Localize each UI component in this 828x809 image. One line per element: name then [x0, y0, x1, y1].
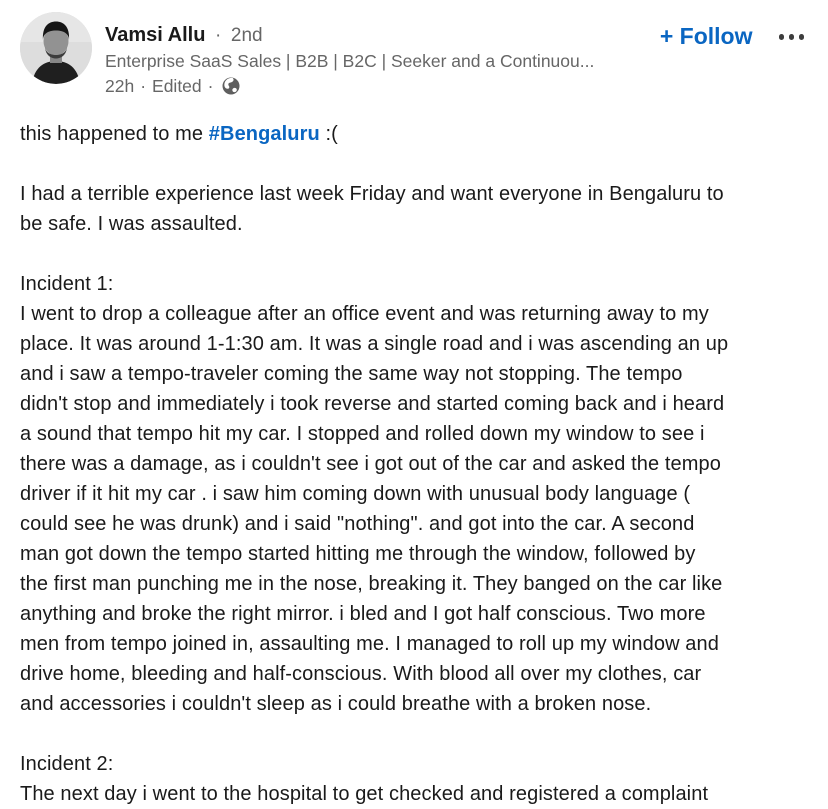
ellipsis-icon — [799, 34, 805, 40]
post-timestamp: 22h — [105, 76, 135, 96]
post-line: The next day i went to the hospital to get checked and registered a complaint — [20, 783, 709, 805]
post-line: anything and broke the right mirror. i bled and I got half conscious. Two more — [20, 603, 706, 625]
globe-icon — [221, 76, 241, 96]
post-line: I went to drop a colleague after an office event and was returning away to my — [20, 303, 709, 325]
post-line: and i saw a tempo-traveler coming the same way not stopping. The tempo — [20, 363, 683, 385]
overflow-menu-button[interactable] — [779, 20, 805, 40]
post-line: men from tempo joined in, assaulting me. I managed to roll up my window and — [20, 633, 719, 655]
ellipsis-icon — [789, 34, 795, 40]
post-header — [0, 0, 828, 98]
post-line: place. It was around 1-1:30 am. It was a single road and i was ascending an up — [20, 333, 729, 355]
first-line-prefix: this happened to me — [20, 123, 209, 145]
connection-degree: 2nd — [230, 25, 263, 46]
edited-label: Edited — [152, 76, 202, 96]
author-info — [105, 12, 594, 98]
post-line: could see he was drunk) and i said "nothing". and got into the car. A second — [20, 513, 695, 535]
post-line: a sound that tempo hit my car. I stopped and rolled down my window to see i — [20, 423, 705, 445]
post-line: driver if it hit my car . i saw him coming down with unusual body language ( — [20, 483, 691, 505]
post-line — [20, 719, 808, 749]
post-line: didn't stop and immediately i took reverse and started coming back and i heard — [20, 393, 725, 415]
ellipsis-icon — [779, 34, 785, 40]
first-line-suffix: :( — [319, 123, 338, 145]
post-line: there was a damage, as i couldn't see i got out of the car and asked the tempo — [20, 453, 721, 475]
name-degree-separator: · — [214, 25, 222, 46]
post-line: the first man punching me in the nose, breaking it. They banged on the car like — [20, 573, 723, 595]
follow-button[interactable]: + Follow — [660, 20, 753, 52]
author-headline: Enterprise SaaS Sales | B2B | B2C | Seeker and a Continuou... — [105, 51, 595, 71]
post-line — [20, 149, 808, 179]
header-actions — [660, 12, 804, 52]
post-line: Incident 2: — [20, 753, 114, 775]
post-body-lines — [20, 149, 808, 809]
post-meta-line — [105, 74, 594, 98]
author-name[interactable]: Vamsi Allu — [105, 24, 206, 46]
hashtag-link[interactable]: #Bengaluru — [208, 123, 320, 145]
author-name-line — [105, 22, 594, 49]
post-line: drive home, bleeding and half-conscious. With blood all over my clothes, car — [20, 663, 702, 685]
post-line: and accessories i couldn't sleep as i could breathe with a broken nose. — [20, 693, 652, 715]
post-line: Incident 1: — [20, 273, 114, 295]
post-line: man got down the tempo started hitting me through the window, followed by — [20, 543, 696, 565]
post-body — [20, 119, 808, 809]
post-line — [20, 239, 808, 269]
author-avatar[interactable] — [20, 12, 92, 84]
meta-separator: · — [207, 76, 214, 96]
post-line: be safe. I was assaulted. — [20, 213, 243, 235]
person-photo-icon — [20, 12, 92, 84]
meta-separator: · — [140, 76, 147, 96]
post-first-line — [20, 119, 808, 149]
post-line: I had a terrible experience last week Friday and want everyone in Bengaluru to — [20, 183, 724, 205]
